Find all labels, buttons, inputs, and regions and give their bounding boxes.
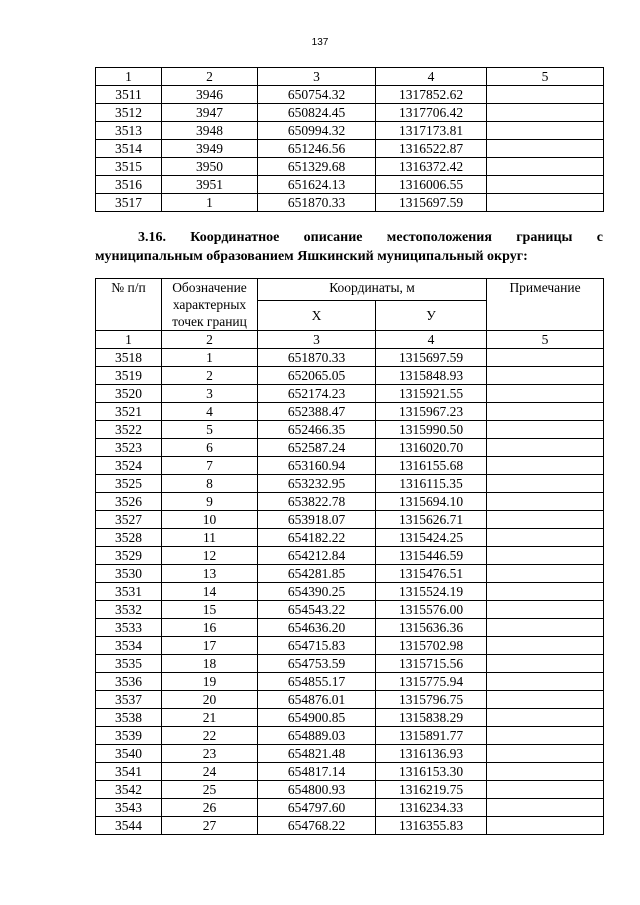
table-cell: 650754.32 [258, 86, 376, 104]
table-cell [487, 691, 604, 709]
table-cell: 1317173.81 [376, 122, 487, 140]
table-cell [487, 493, 604, 511]
table-cell: 3526 [96, 493, 162, 511]
table-cell: 654817.14 [258, 763, 376, 781]
column-number: 1 [96, 68, 162, 86]
table-cell: 3532 [96, 601, 162, 619]
table-row [96, 367, 604, 385]
table-cell: 651246.56 [258, 140, 376, 158]
table-cell: 1315697.59 [376, 194, 487, 212]
table-cell: 3522 [96, 421, 162, 439]
table-cell: 653232.95 [258, 475, 376, 493]
header-designation: Обозначение характерных точек границ [162, 279, 258, 331]
table-cell: 3544 [96, 817, 162, 835]
table-cell: 3542 [96, 781, 162, 799]
table-cell: 651624.13 [258, 176, 376, 194]
table-cell: 3541 [96, 763, 162, 781]
table-cell: 3537 [96, 691, 162, 709]
table-row [96, 104, 604, 122]
title-word: Координатное [190, 230, 280, 245]
table-cell: 1317706.42 [376, 104, 487, 122]
table-row [96, 637, 604, 655]
table-cell: 654390.25 [258, 583, 376, 601]
table-cell: 1315636.36 [376, 619, 487, 637]
table-cell [487, 637, 604, 655]
table-cell: 3527 [96, 511, 162, 529]
table-cell: 3533 [96, 619, 162, 637]
table-cell: 1315921.55 [376, 385, 487, 403]
table-cell: 1316234.33 [376, 799, 487, 817]
table-cell [487, 547, 604, 565]
column-number-row [96, 68, 604, 86]
table-cell: 20 [162, 691, 258, 709]
table-cell: 3951 [162, 176, 258, 194]
table-cell: 3534 [96, 637, 162, 655]
table-body [96, 68, 604, 212]
table-cell: 1 [162, 194, 258, 212]
table-row [96, 176, 604, 194]
table-cell: 654768.22 [258, 817, 376, 835]
table-row [96, 86, 604, 104]
section-title [95, 228, 603, 266]
title-word: описание [303, 230, 363, 245]
table-cell [487, 104, 604, 122]
header-coordinates: Координаты, м [258, 279, 487, 301]
table-row [96, 565, 604, 583]
table-cell: 3536 [96, 673, 162, 691]
section-title-line-2: муниципальным образованием Яшкинский муниципальный округ: [95, 249, 528, 264]
table-cell: 3946 [162, 86, 258, 104]
header-num: № п/п [96, 279, 162, 331]
table-cell: 653918.07 [258, 511, 376, 529]
table-cell: 1315446.59 [376, 547, 487, 565]
table-cell: 8 [162, 475, 258, 493]
table-cell: 3948 [162, 122, 258, 140]
table-cell [487, 781, 604, 799]
table-cell: 1315891.77 [376, 727, 487, 745]
table-row [96, 385, 604, 403]
table-cell: 1315702.98 [376, 637, 487, 655]
table-cell [487, 349, 604, 367]
table-cell: 23 [162, 745, 258, 763]
table-cell [487, 385, 604, 403]
table-row [96, 511, 604, 529]
table-cell: 3519 [96, 367, 162, 385]
table-cell [487, 655, 604, 673]
section-title-line-1 [95, 228, 603, 247]
table-cell: 653160.94 [258, 457, 376, 475]
table-row [96, 799, 604, 817]
table-cell: 654543.22 [258, 601, 376, 619]
table-cell: 650824.45 [258, 104, 376, 122]
table-cell: 1316136.93 [376, 745, 487, 763]
table-cell: 3515 [96, 158, 162, 176]
table-cell: 1315715.56 [376, 655, 487, 673]
table-cell [487, 403, 604, 421]
table-cell: 3529 [96, 547, 162, 565]
coordinates-table-continued [95, 67, 604, 212]
table-cell: 1317852.62 [376, 86, 487, 104]
table-row [96, 583, 604, 601]
table-row [96, 817, 604, 835]
table-cell [487, 421, 604, 439]
table-cell: 654876.01 [258, 691, 376, 709]
table-cell: 3513 [96, 122, 162, 140]
table-cell: 13 [162, 565, 258, 583]
table-cell: 17 [162, 637, 258, 655]
table-cell: 654753.59 [258, 655, 376, 673]
table-cell: 24 [162, 763, 258, 781]
title-word: с [596, 230, 603, 245]
table-cell: 652065.05 [258, 367, 376, 385]
table-cell: 3528 [96, 529, 162, 547]
table-cell: 1316115.35 [376, 475, 487, 493]
table-cell: 654800.93 [258, 781, 376, 799]
table-row [96, 781, 604, 799]
table-cell: 3949 [162, 140, 258, 158]
table-cell: 651870.33 [258, 349, 376, 367]
column-number: 2 [162, 331, 258, 349]
table-cell: 1316006.55 [376, 176, 487, 194]
table-cell: 16 [162, 619, 258, 637]
title-word: местоположения [386, 230, 492, 245]
table-cell: 3538 [96, 709, 162, 727]
table-cell: 654715.83 [258, 637, 376, 655]
table-body [96, 279, 604, 835]
table-cell [487, 367, 604, 385]
table-row [96, 122, 604, 140]
table-cell: 7 [162, 457, 258, 475]
table-row [96, 709, 604, 727]
column-number: 5 [487, 68, 604, 86]
table-cell: 652174.23 [258, 385, 376, 403]
table-cell: 654900.85 [258, 709, 376, 727]
column-number: 4 [376, 331, 487, 349]
column-number: 2 [162, 68, 258, 86]
table-cell: 4 [162, 403, 258, 421]
table-row [96, 349, 604, 367]
table-cell: 12 [162, 547, 258, 565]
table-row [96, 619, 604, 637]
table-cell: 3523 [96, 439, 162, 457]
table-cell [487, 817, 604, 835]
table-cell: 3540 [96, 745, 162, 763]
table-cell: 3511 [96, 86, 162, 104]
column-number: 4 [376, 68, 487, 86]
table-cell: 1315838.29 [376, 709, 487, 727]
table-cell: 1315626.71 [376, 511, 487, 529]
table-cell: 3950 [162, 158, 258, 176]
table-cell: 1315524.19 [376, 583, 487, 601]
table-cell: 651870.33 [258, 194, 376, 212]
table-cell: 3512 [96, 104, 162, 122]
table-cell: 1315796.75 [376, 691, 487, 709]
table-cell: 654821.48 [258, 745, 376, 763]
table-cell: 3514 [96, 140, 162, 158]
boundary-coordinates-table [95, 278, 604, 835]
table-row [96, 421, 604, 439]
table-cell: 21 [162, 709, 258, 727]
table-cell: 27 [162, 817, 258, 835]
table-cell: 11 [162, 529, 258, 547]
table-cell [487, 727, 604, 745]
column-number: 3 [258, 331, 376, 349]
table-cell: 651329.68 [258, 158, 376, 176]
table-cell: 654212.84 [258, 547, 376, 565]
column-number: 3 [258, 68, 376, 86]
table-cell [487, 745, 604, 763]
table-row [96, 529, 604, 547]
table-cell [487, 709, 604, 727]
table-cell [487, 565, 604, 583]
table-row [96, 439, 604, 457]
header-note: Примечание [487, 279, 604, 331]
section-number: 3.16. [138, 230, 166, 245]
page-number: 137 [311, 37, 329, 48]
table-cell: 5 [162, 421, 258, 439]
table-row [96, 475, 604, 493]
table-cell [487, 475, 604, 493]
table-cell: 3535 [96, 655, 162, 673]
table-cell: 652388.47 [258, 403, 376, 421]
table-cell: 654182.22 [258, 529, 376, 547]
table-cell: 3524 [96, 457, 162, 475]
table-cell: 654889.03 [258, 727, 376, 745]
table-cell: 3517 [96, 194, 162, 212]
table-cell: 654797.60 [258, 799, 376, 817]
table-cell [487, 122, 604, 140]
table-row [96, 158, 604, 176]
table-cell: 654281.85 [258, 565, 376, 583]
table-cell: 1315848.93 [376, 367, 487, 385]
table-cell [487, 511, 604, 529]
table-cell: 6 [162, 439, 258, 457]
table-cell: 3516 [96, 176, 162, 194]
table-row [96, 457, 604, 475]
table-cell: 1316522.87 [376, 140, 487, 158]
table-cell: 3 [162, 385, 258, 403]
table-cell [487, 583, 604, 601]
table-cell [487, 529, 604, 547]
table-cell: 1315694.10 [376, 493, 487, 511]
table-cell [487, 158, 604, 176]
title-word: границы [516, 230, 573, 245]
table-cell: 10 [162, 511, 258, 529]
table-cell [487, 763, 604, 781]
table-cell: 653822.78 [258, 493, 376, 511]
table-row [96, 140, 604, 158]
table-cell [487, 140, 604, 158]
table-cell [487, 194, 604, 212]
table-cell: 1316372.42 [376, 158, 487, 176]
column-number: 5 [487, 331, 604, 349]
table-cell: 25 [162, 781, 258, 799]
table-cell [487, 86, 604, 104]
table-cell [487, 176, 604, 194]
table-cell: 3530 [96, 565, 162, 583]
table-cell: 1316020.70 [376, 439, 487, 457]
table-row [96, 745, 604, 763]
table-cell: 3521 [96, 403, 162, 421]
table-cell: 26 [162, 799, 258, 817]
table-cell: 1 [162, 349, 258, 367]
table-cell: 14 [162, 583, 258, 601]
table-cell: 1315424.25 [376, 529, 487, 547]
table-cell [487, 457, 604, 475]
table-cell: 654855.17 [258, 673, 376, 691]
table-cell: 9 [162, 493, 258, 511]
table-cell: 22 [162, 727, 258, 745]
table-row [96, 763, 604, 781]
table-cell: 1315990.50 [376, 421, 487, 439]
table-cell: 18 [162, 655, 258, 673]
column-number-row [96, 331, 604, 349]
table-row [96, 673, 604, 691]
table-cell [487, 439, 604, 457]
table-cell: 15 [162, 601, 258, 619]
column-number: 1 [96, 331, 162, 349]
table-cell: 3520 [96, 385, 162, 403]
table-cell: 1315576.00 [376, 601, 487, 619]
table-cell: 1315775.94 [376, 673, 487, 691]
table-cell: 3525 [96, 475, 162, 493]
header-y: У [376, 300, 487, 330]
table-cell [487, 619, 604, 637]
table-row [96, 727, 604, 745]
table-cell: 650994.32 [258, 122, 376, 140]
table-cell: 3947 [162, 104, 258, 122]
table-cell: 3539 [96, 727, 162, 745]
table-cell: 652587.24 [258, 439, 376, 457]
table-cell: 1315476.51 [376, 565, 487, 583]
table-row [96, 691, 604, 709]
table-cell: 19 [162, 673, 258, 691]
table-cell: 652466.35 [258, 421, 376, 439]
table-cell: 3518 [96, 349, 162, 367]
table-cell: 3531 [96, 583, 162, 601]
table-row [96, 601, 604, 619]
table-cell: 1315967.23 [376, 403, 487, 421]
header-row [96, 279, 604, 301]
table-row [96, 403, 604, 421]
table-cell [487, 673, 604, 691]
table-cell [487, 799, 604, 817]
table-row [96, 547, 604, 565]
table-cell: 1316153.30 [376, 763, 487, 781]
table-cell: 654636.20 [258, 619, 376, 637]
table-row [96, 493, 604, 511]
table-cell [487, 601, 604, 619]
table-cell: 1316155.68 [376, 457, 487, 475]
table-cell: 1316355.83 [376, 817, 487, 835]
header-x: X [258, 300, 376, 330]
table-row [96, 194, 604, 212]
table-cell: 2 [162, 367, 258, 385]
table-cell: 1315697.59 [376, 349, 487, 367]
table-cell: 3543 [96, 799, 162, 817]
table-row [96, 655, 604, 673]
table-cell: 1316219.75 [376, 781, 487, 799]
